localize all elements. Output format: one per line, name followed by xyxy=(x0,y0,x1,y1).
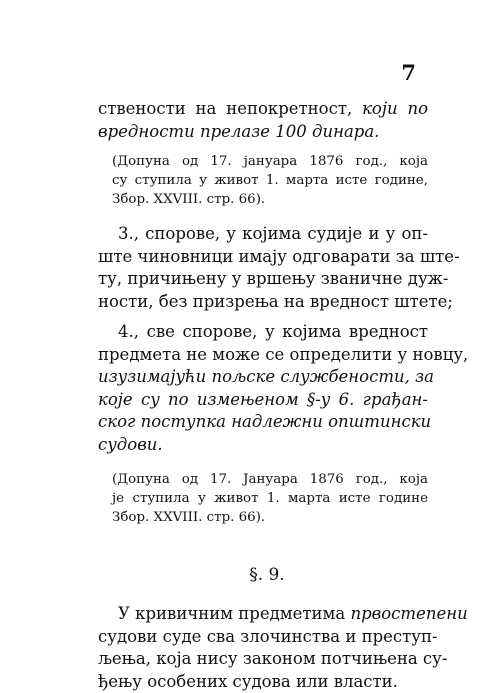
note-line: (Допуна од 17. Јануара 1876 год., која xyxy=(112,470,428,489)
section-heading: §. 9. xyxy=(98,563,428,587)
amendment-note xyxy=(112,152,428,209)
page-body xyxy=(98,98,428,693)
item-3-line: ту, причињену у вршењу званичне дуж- xyxy=(98,268,428,291)
item-4-italic-line: ског поступка надлежни општински xyxy=(98,411,428,434)
note-line: је ступила у живот 1. марта исте године xyxy=(112,489,428,508)
italic-text-line: вредности прелазе 100 динара. xyxy=(98,121,428,144)
note-line: Збор. XXVIII. стр. 66). xyxy=(112,190,428,209)
item-4-italic-line: изузимајући пољске службености, за xyxy=(98,366,428,389)
item-3-line: 3., спорове, у којима судије и у оп- xyxy=(98,223,428,246)
page-number: 7 xyxy=(401,62,416,83)
amendment-note xyxy=(112,470,428,527)
paragraph-line: љења, која нису законом потчињена су- xyxy=(98,648,428,671)
paragraph-line: судови суде сва злочинства и преступ- xyxy=(98,626,428,649)
paragraph-line xyxy=(98,603,428,626)
item-3-line: ности, без призрења на вредност штете; xyxy=(98,291,428,314)
note-line: Збор. XXVIII. стр. 66). xyxy=(112,508,428,527)
text-span: У кривичним предметима xyxy=(118,604,350,623)
item-4-italic-line: које су по измењеном §-у 6. грађан- xyxy=(98,389,428,412)
note-line: су ступила у живот 1. марта исте године, xyxy=(112,171,428,190)
note-line: (Допуна од 17. јануара 1876 год., која xyxy=(112,152,428,171)
paragraph-line: ђењу особених судова или власти. xyxy=(98,671,428,693)
item-4-italic-line: судови. xyxy=(98,434,428,457)
item-4-line: 4., све спорове, у којима вредност xyxy=(98,321,428,344)
italic-text: првостепени xyxy=(350,604,467,623)
text-span: ствености на непокретност, xyxy=(98,99,362,118)
item-3-line: ште чиновници имају одговарати за ште- xyxy=(98,246,428,269)
text-line xyxy=(98,98,428,121)
italic-text: који по xyxy=(362,99,428,118)
item-4-line: предмета не може се определити у новцу, xyxy=(98,344,428,367)
